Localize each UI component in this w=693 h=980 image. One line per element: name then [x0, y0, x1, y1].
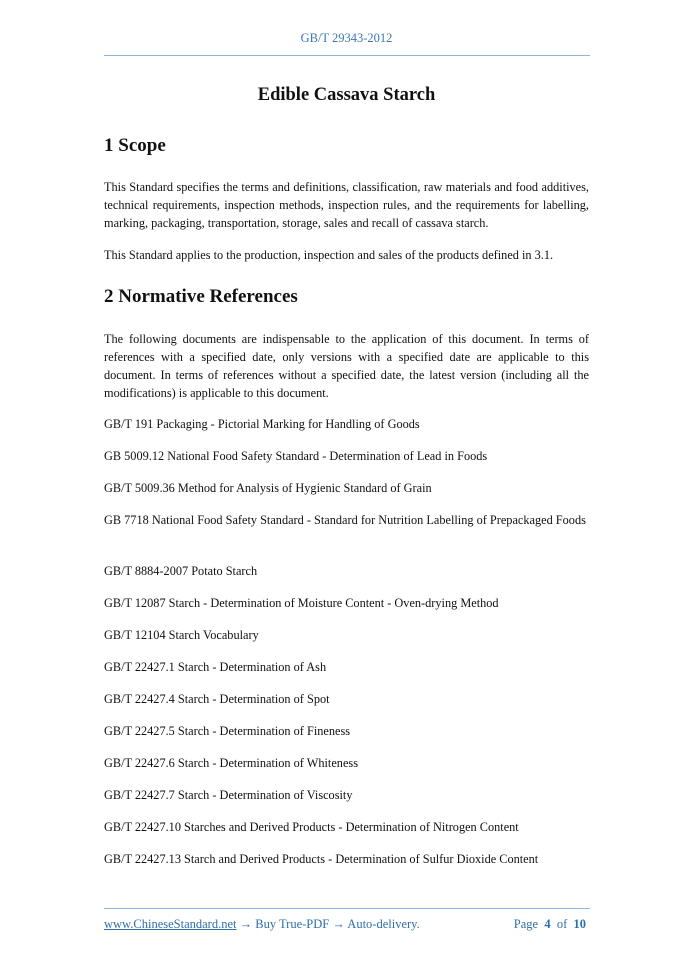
reference-item: GB/T 22427.4 Starch - Determination of Spot: [104, 692, 330, 706]
reference-item: GB/T 22427.1 Starch - Determination of Ash: [104, 660, 327, 674]
reference-item: GB/T 5009.36 Method for Analysis of Hygienic Standard of Grain: [104, 481, 432, 495]
section-heading-scope: 1 Scope: [104, 135, 166, 156]
header-divider: [104, 55, 590, 56]
page-label: Page: [513, 917, 539, 931]
website-link[interactable]: www.ChineseStandard.net: [104, 917, 237, 931]
references-intro-paragraph: The following documents are indispensable to the application of this document. In terms of references with a specified date, only versions with a specified date are applicable to this document. In terms of references without a specified date, the latest version (including all the modifications) is applicable to this document.: [104, 332, 589, 400]
scope-paragraph-2: This Standard applies to the production, inspection and sales of the products defined in 3.1.: [104, 248, 554, 262]
of-label: of: [556, 917, 568, 931]
reference-item: GB/T 22427.10 Starches and Derived Products - Determination of Nitrogen Content: [104, 820, 519, 834]
reference-item: GB/T 22427.5 Starch - Determination of Fineness: [104, 724, 351, 738]
reference-item: GB/T 22427.7 Starch - Determination of Viscosity: [104, 788, 353, 802]
reference-item: GB 5009.12 National Food Safety Standard - Determination of Lead in Foods: [104, 449, 488, 463]
reference-item: GB/T 12087 Starch - Determination of Moisture Content - Oven-drying Method: [104, 596, 499, 610]
section-heading-normative-references: 2 Normative References: [104, 286, 298, 307]
page-total: 10: [573, 917, 586, 931]
scope-paragraph-1: This Standard specifies the terms and definitions, classification, raw materials and food additives, technical requirements, inspection methods, inspection rules, and the requirements for labelling, marking, packaging, transportation, storage, sales and recall of cassava starch.: [104, 180, 589, 230]
document-title: Edible Cassava Starch: [257, 85, 436, 105]
page-indicator: [514, 917, 586, 932]
header-doc-code: GB/T 29343-2012: [300, 31, 393, 45]
reference-item: GB/T 12104 Starch Vocabulary: [104, 628, 259, 642]
footer-delivery-text: → Auto-delivery.: [332, 917, 420, 931]
footer-promo: [104, 917, 420, 932]
footer-divider: [104, 908, 590, 909]
reference-item: GB 7718 National Food Safety Standard - Standard for Nutrition Labelling of Prepackaged Foods: [104, 513, 586, 527]
footer-buy-text: → Buy True-PDF: [236, 917, 333, 931]
reference-item: GB/T 191 Packaging - Pictorial Marking for Handling of Goods: [104, 417, 420, 431]
reference-item: GB/T 22427.6 Starch - Determination of Whiteness: [104, 756, 358, 770]
reference-item: GB/T 22427.13 Starch and Derived Products - Determination of Sulfur Dioxide Content: [104, 852, 539, 866]
reference-item: GB/T 8884-2007 Potato Starch: [104, 564, 258, 578]
page-current: 4: [544, 917, 551, 931]
footer: [104, 917, 586, 932]
